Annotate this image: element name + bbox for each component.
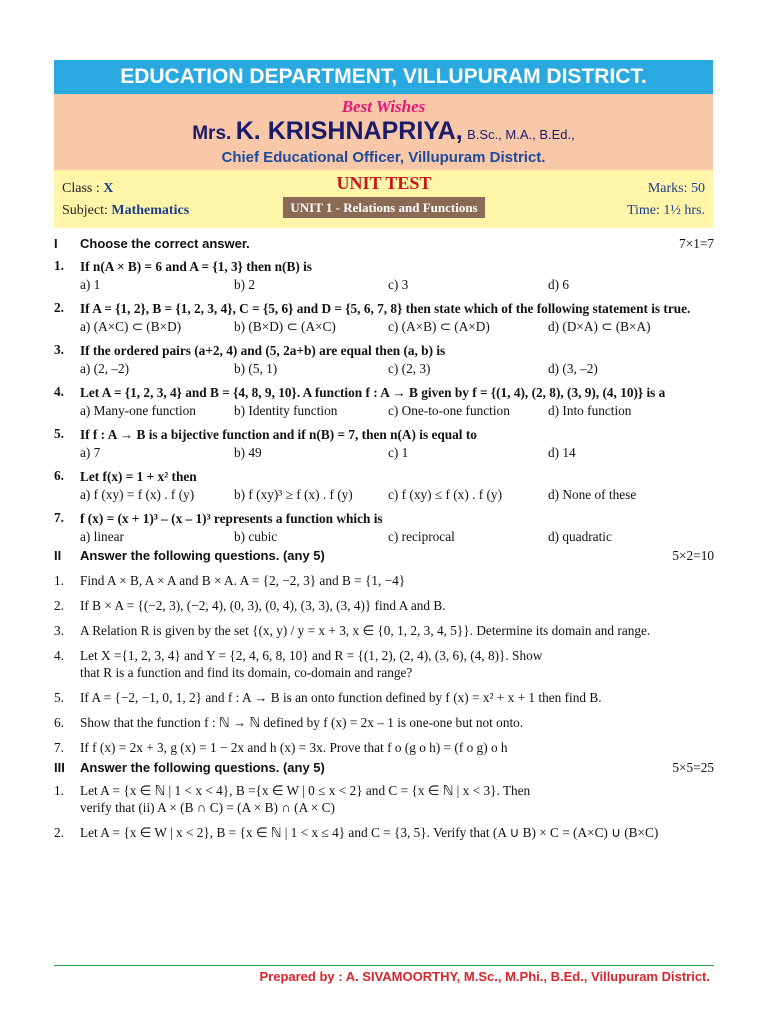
mcq-question [54, 426, 714, 462]
officer-prefix: Mrs. [192, 123, 232, 144]
question-text: If the ordered pairs (a+2, 4) and (5, 2a+b) are equal then (a, b) is [80, 343, 446, 358]
question-number: 5. [54, 690, 64, 705]
officer-degrees: B.Sc., M.A., B.Ed., [467, 127, 575, 142]
mcq-question [54, 300, 714, 336]
option-a: a) (2, –2) [80, 361, 130, 376]
option-d: d) None of these [548, 487, 637, 502]
footer-divider [54, 965, 714, 966]
option-c: c) (A×B) ⊂ (A×D) [388, 319, 490, 334]
option-a: a) (A×C) ⊂ (B×D) [80, 319, 182, 334]
question-text: Let X ={1, 2, 3, 4} and Y = {2, 4, 6, 8, 10} and R = {(1, 2), (2, 4), (3, 6), (4, 8)}. Show that R is a function and find its domain, co-domain and range? [80, 648, 543, 680]
option-row [80, 402, 714, 420]
section-title: Answer the following questions. (any 5) [80, 548, 325, 563]
question-text: If A = {1, 2}, B = {1, 2, 3, 4}, C = {5, 6} and D = {5, 6, 7, 8} then state which of the following statement is true. [80, 301, 691, 316]
option-d: d) Into function [548, 403, 632, 418]
question-number: 4. [54, 384, 64, 399]
option-c: c) 3 [388, 277, 409, 292]
total-marks: Marks: 50 [647, 181, 705, 196]
question-text: Let A = {x ∈ W | x < 2}, B = {x ∈ ℕ | 1 < x ≤ 4} and C = {3, 5}. Verify that (A ∪ B) × C = (A×C) ∪ (B×C) [80, 825, 659, 840]
section-title: Answer the following questions. (any 5) [80, 760, 325, 775]
question-number: 1. [54, 783, 64, 798]
option-b: b) 49 [234, 445, 262, 460]
section-title: Choose the correct answer. [80, 236, 250, 251]
option-row [80, 276, 714, 294]
test-title: UNIT TEST [336, 173, 432, 193]
section-heading [54, 236, 714, 254]
option-b: b) Identity function [234, 403, 338, 418]
class-label: Class : [62, 181, 104, 196]
option-c: c) (2, 3) [388, 361, 431, 376]
officer-name: K. KRISHNAPRIYA, [235, 117, 463, 145]
long-question [54, 824, 714, 841]
question-number: 1. [54, 573, 64, 588]
option-row [80, 360, 714, 378]
section-number: III [54, 760, 65, 775]
section-number: II [54, 548, 62, 563]
option-c: c) reciprocal [388, 529, 455, 544]
option-b: b) (B×D) ⊂ (A×C) [234, 319, 336, 334]
class-value: X [103, 181, 114, 196]
officer-designation: Chief Educational Officer, Villupuram District. [221, 149, 546, 166]
mcq-question [54, 510, 714, 546]
best-wishes: Best Wishes [341, 97, 426, 116]
option-b: b) 2 [234, 277, 256, 292]
officer-banner [54, 94, 713, 170]
question-number: 7. [54, 510, 64, 525]
duration: Time: 1½ hrs. [626, 203, 705, 218]
option-a: a) 7 [80, 445, 101, 460]
mcq-question [54, 258, 714, 294]
section-heading [54, 760, 714, 778]
option-row [80, 528, 714, 546]
long-question [54, 782, 714, 816]
section-marks: 5×5=25 [672, 760, 714, 775]
question-text: f (x) = (x + 1)³ – (x – 1)³ represents a function which is [80, 511, 383, 526]
test-title-block [254, 172, 514, 218]
question-text: Let A = {x ∈ ℕ | 1 < x < 4}, B ={x ∈ W | 0 ≤ x < 2} and C = {x ∈ ℕ | x < 3}. Then verify that (ii) A × (B ∩ C) = (A × B) ∩ (A × C) [80, 783, 531, 815]
question-number: 6. [54, 468, 64, 483]
short-question [54, 597, 714, 614]
question-text: A Relation R is given by the set {(x, y) / y = x + 3, x ∈ {0, 1, 2, 3, 4, 5}}. Determine its domain and range. [80, 623, 651, 638]
short-question [54, 647, 714, 681]
mcq-question [54, 342, 714, 378]
option-d: d) (D×A) ⊂ (B×A) [548, 319, 651, 334]
short-question [54, 714, 714, 731]
question-number: 2. [54, 598, 64, 613]
question-text: If A = {−2, −1, 0, 1, 2} and f : A → B is an onto function defined by f (x) = x² + x + 1 then find B. [80, 690, 602, 705]
option-d: d) quadratic [548, 529, 612, 544]
prepared-by: Prepared by : A. SIVAMOORTHY, M.Sc., M.Phi., B.Ed., Villupuram District. [259, 969, 710, 984]
short-question [54, 572, 714, 589]
short-question [54, 739, 714, 756]
option-b: b) (5, 1) [234, 361, 278, 376]
question-text: Find A × B, A × A and B × A. A = {2, −2, 3} and B = {1, −4} [80, 573, 406, 588]
mcq-question [54, 468, 714, 504]
option-a: a) Many-one function [80, 403, 196, 418]
question-text: Show that the function f : ℕ → ℕ defined by f (x) = 2x – 1 is one-one but not onto. [80, 715, 524, 730]
subject-label: Subject: [62, 203, 112, 218]
option-d: d) (3, –2) [548, 361, 598, 376]
option-row [80, 444, 714, 462]
question-content [54, 236, 714, 841]
question-number: 2. [54, 825, 64, 840]
question-text: If f (x) = 2x + 3, g (x) = 1 − 2x and h (x) = 3x. Prove that f o (g o h) = (f o g) o h [80, 740, 508, 755]
option-c: c) One-to-one function [388, 403, 510, 418]
unit-badge: UNIT 1 - Relations and Functions [283, 197, 484, 218]
option-b: b) f (xy)³ ≥ f (x) . f (y) [234, 487, 353, 502]
option-b: b) cubic [234, 529, 278, 544]
option-d: d) 6 [548, 277, 570, 292]
mcq-question [54, 384, 714, 420]
option-c: c) 1 [388, 445, 409, 460]
short-question [54, 689, 714, 706]
question-text: If n(A × B) = 6 and A = {1, 3} then n(B) is [80, 259, 312, 274]
question-text: If f : A → B is a bijective function and if n(B) = 7, then n(A) is equal to [80, 427, 477, 442]
option-a: a) 1 [80, 277, 101, 292]
question-number: 4. [54, 648, 64, 663]
question-text: If B × A = {(−2, 3), (−2, 4), (0, 3), (0, 4), (3, 3), (3, 4)} find A and B. [80, 598, 446, 613]
department-banner: EDUCATION DEPARTMENT, VILLUPURAM DISTRICT. [54, 60, 713, 94]
question-number: 1. [54, 258, 64, 273]
question-number: 5. [54, 426, 64, 441]
question-number: 7. [54, 740, 64, 755]
short-question [54, 622, 714, 639]
test-info-banner [54, 170, 713, 228]
question-text: Let A = {1, 2, 3, 4} and B = {4, 8, 9, 10}. A function f : A → B given by f = {(1, 4), (2, 8), (3, 9), (4, 10)} is a [80, 385, 666, 400]
option-a: a) linear [80, 529, 124, 544]
subject-value: Mathematics [111, 203, 190, 218]
option-a: a) f (xy) = f (x) . f (y) [80, 487, 195, 502]
section-marks: 7×1=7 [679, 236, 714, 251]
option-c: c) f (xy) ≤ f (x) . f (y) [388, 487, 502, 502]
question-number: 2. [54, 300, 64, 315]
option-row [80, 318, 714, 336]
question-number: 3. [54, 342, 64, 357]
option-row [80, 486, 714, 504]
class-subject [62, 178, 189, 222]
section-marks: 5×2=10 [672, 548, 714, 563]
section-number: I [54, 236, 58, 251]
section-heading [54, 548, 714, 566]
question-text: Let f(x) = 1 + x² then [80, 469, 197, 484]
question-number: 6. [54, 715, 64, 730]
option-d: d) 14 [548, 445, 576, 460]
question-number: 3. [54, 623, 64, 638]
marks-time [627, 178, 705, 222]
officer-name-line [54, 118, 713, 148]
